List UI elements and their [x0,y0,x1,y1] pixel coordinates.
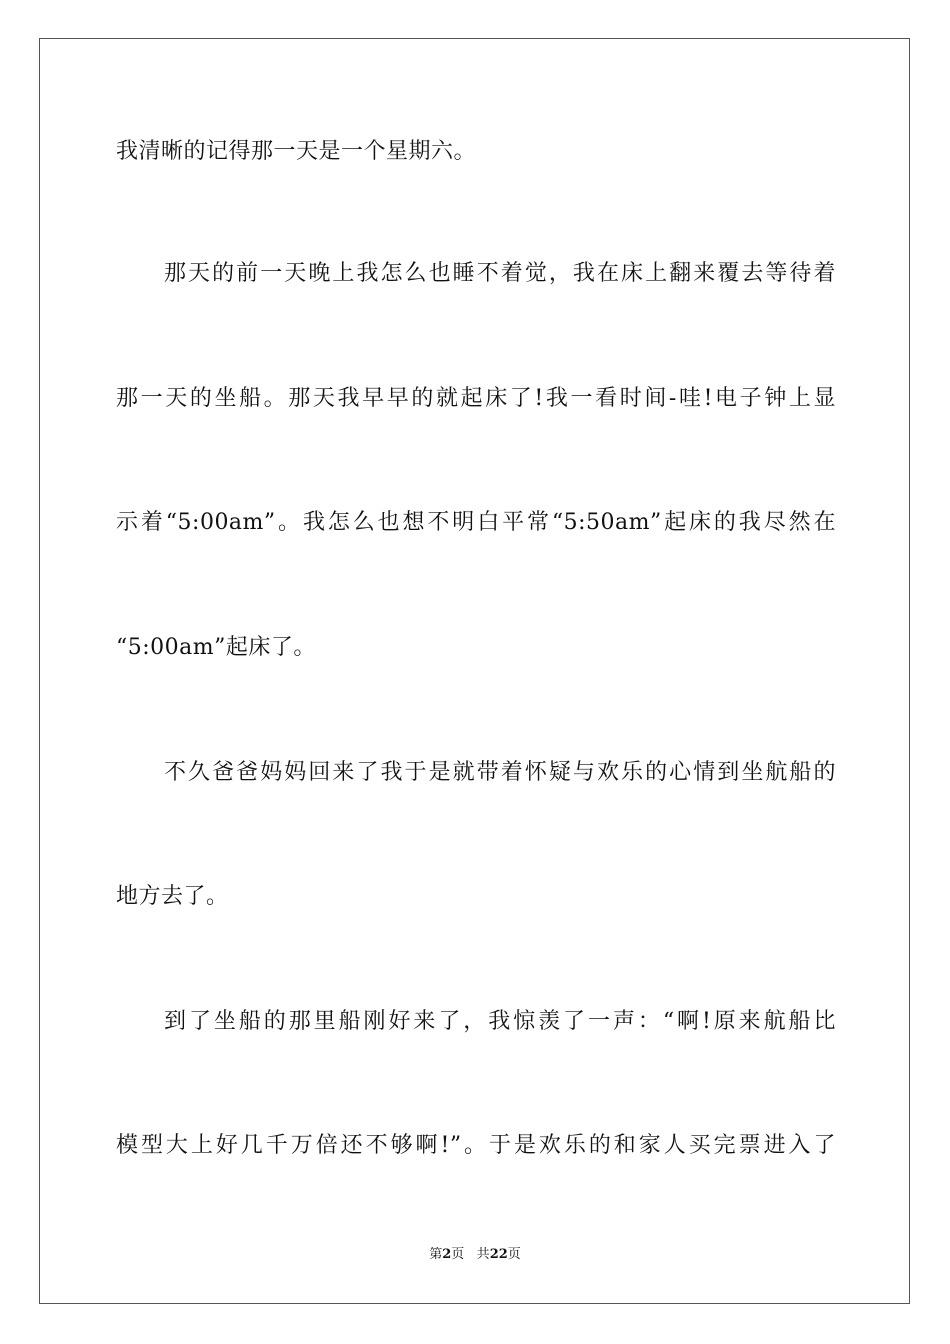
text-line-4: 示着“5:00am”。我怎么也想不明白平常“5:50am”起床的我尽然在 [116,510,836,535]
text-line-8: 到了坐船的那里船刚好来了，我惊羡了一声：“啊!原来航船比 [164,1009,836,1034]
page-number: 2 [442,1247,452,1262]
text-line-5: “5:00am”起床了。 [116,635,316,660]
total-pages: 22 [489,1247,508,1262]
text-line-2: 那天的前一天晚上我怎么也睡不着觉，我在床上翻来覆去等待着 [164,261,836,286]
total-suffix: 页 [507,1247,521,1262]
page-frame [39,38,910,1304]
page-suffix: 页 [451,1247,465,1262]
text-line-3: 那一天的坐船。那天我早早的就起床了!我一看时间-哇!电子钟上显 [116,386,836,411]
total-prefix: 共 [476,1247,490,1262]
text-line-9: 模型大上好几千万倍还不够啊!”。于是欢乐的和家人买完票进入了 [116,1133,836,1158]
text-line-7: 地方去了。 [116,884,229,909]
text-line-1: 我清晰的记得那一天是一个星期六。 [116,139,477,164]
page-prefix: 第 [429,1247,443,1262]
page-footer [0,1246,950,1264]
text-line-6: 不久爸爸妈妈回来了我于是就带着怀疑与欢乐的心情到坐航船的 [164,760,836,785]
